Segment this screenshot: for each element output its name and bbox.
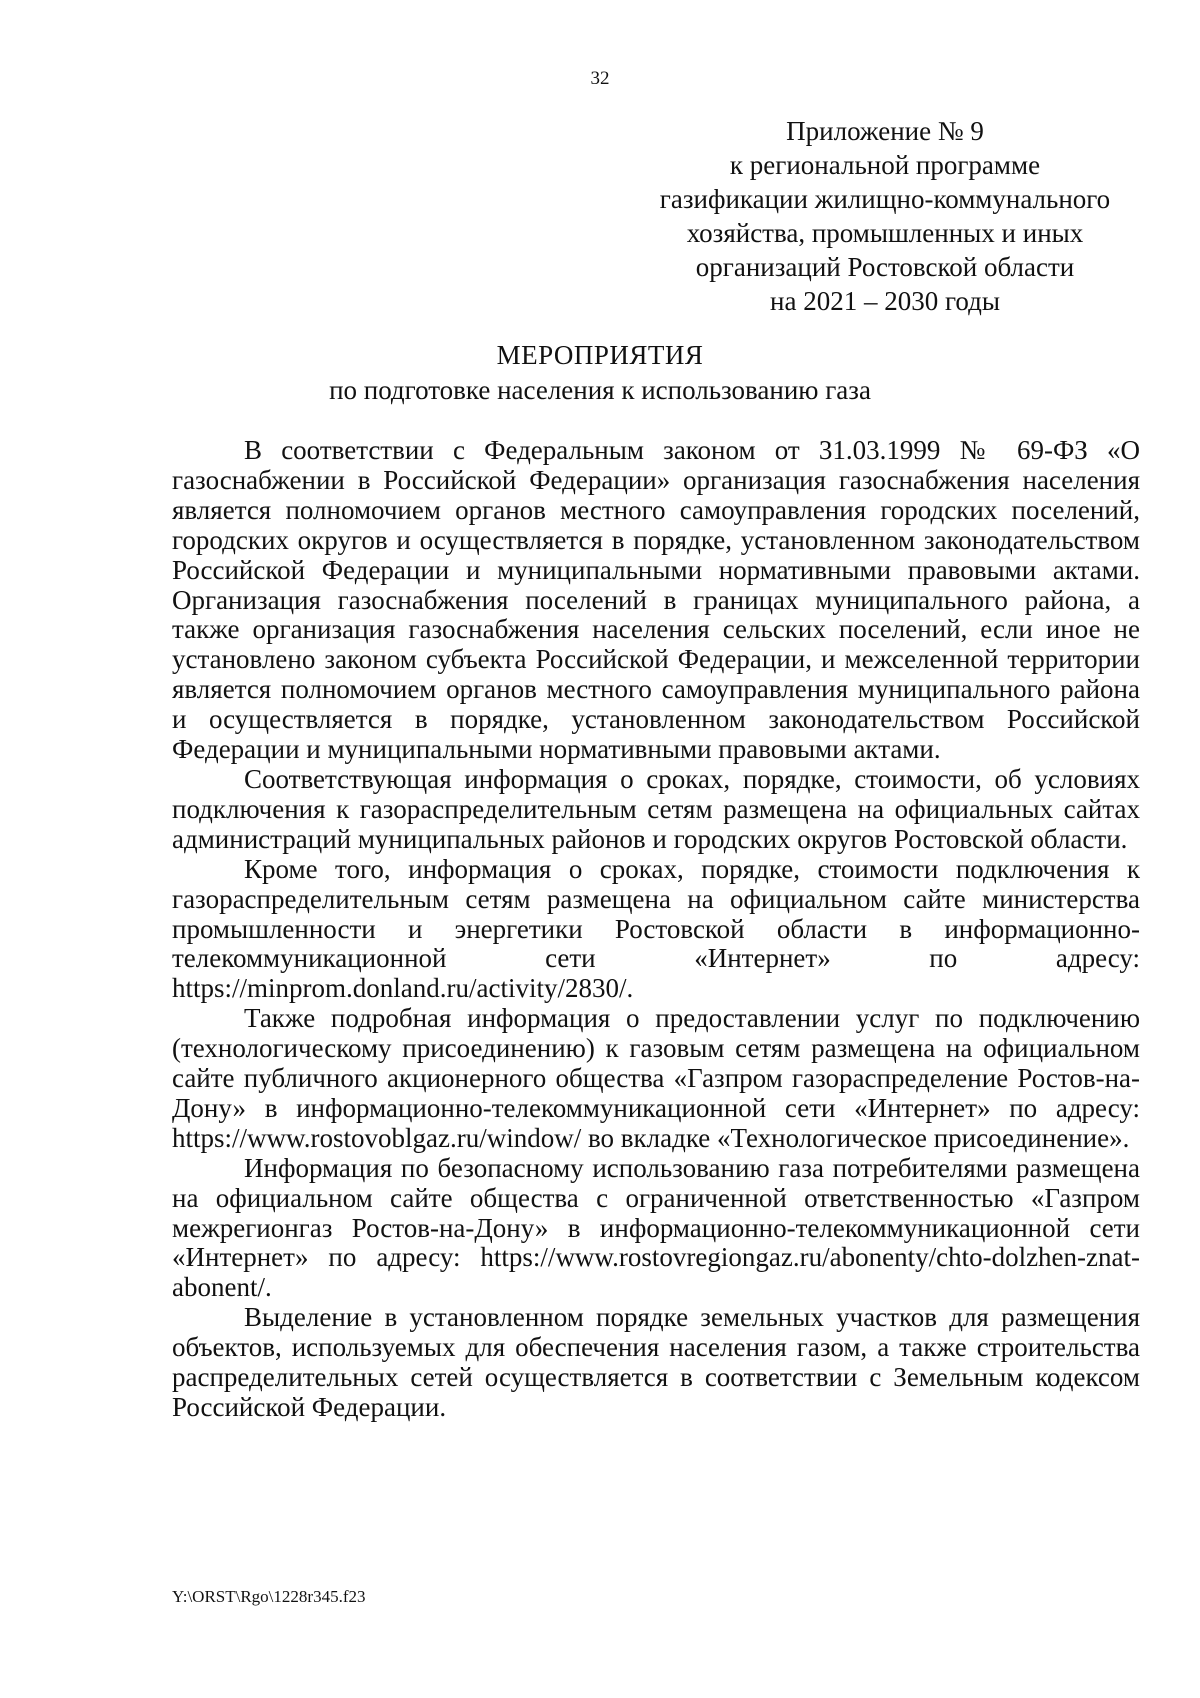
appendix-line: на 2021 – 2030 годы [770, 286, 1000, 316]
document-subtitle: по подготовке населения к использованию газа [329, 375, 871, 405]
document-title: МЕРОПРИЯТИЯ [496, 340, 704, 370]
paragraph: Также подробная информация о предоставлении услуг по подключению (технологическому присоединению) к газовым сетям размещена на официальном сайте публичного акционерного общества «Газпром газораспределение Ростов-на-Дону» в информационно-телекоммуникационной сети «Интернет» по адресу: https://www.rostovoblgaz.ru/window/ во вкладке «Технологическое присоединение». [172, 1003, 1140, 1153]
paragraph: Соответствующая информация о сроках, порядке, стоимости, об условиях подключения к газораспределительным сетям размещена на официальных сайтах администраций муниципальных районов и городских округов Ростовской области. [172, 763, 1140, 854]
file-path-footer: Y:\ORST\Rgo\1228r345.f23 [172, 1587, 366, 1606]
paragraph: В соответствии с Федеральным законом от 31.03.1999 № 69-ФЗ «О газоснабжении в Российской Федерации» организация газоснабжения населения является полномочием органов местного самоуправления городских поселений, городских округов и осуществляется в порядке, установленном законодательством Российской Федерации и муниципальными нормативными правовыми актами. Организация газоснабжения поселений в границах муниципального района, а также организация газоснабжения населения сельских поселений, если иное не установлено законом субъекта Российской Федерации, и межселенной территории является полномочием органов местного самоуправления муниципального района и осуществляется в порядке, установленном законодательством Российской Федерации и муниципальными нормативными правовыми актами. [172, 435, 1140, 765]
appendix-line: хозяйства, промышленных и иных [686, 218, 1084, 248]
paragraph: Выделение в установленном порядке земельных участков для размещения объектов, используемых для обеспечения населения газом, а также строительства распределительных сетей осуществляется в соответствии с Земельным кодексом Российской Федерации. [172, 1302, 1140, 1422]
appendix-line: газификации жилищно-коммунального [659, 184, 1111, 214]
appendix-header [640, 114, 1130, 318]
appendix-line: Приложение № 9 [786, 116, 984, 146]
document-body [172, 436, 1140, 1423]
paragraph: Информация по безопасному использованию газа потребителями размещена на официальном сайте общества с ограниченной ответственностью «Газпром межрегионгаз Ростов-на-Дону» в информационно-телекоммуникационной сети «Интернет» по адресу: https://www.rostovregiongaz.ru/abonenty/chto-dolzhen-znat-abonent/. [172, 1152, 1140, 1303]
paragraph: Кроме того, информация о сроках, порядке, стоимости подключения к газораспределительным сетям размещена на официальном сайте министерства промышленности и энергетики Ростовской области в информационно-телекоммуникационной сети «Интернет» по адресу: https://minprom.donland.ru/activity/2830/. [172, 853, 1140, 1004]
appendix-line: организаций Ростовской области [695, 252, 1075, 282]
appendix-line: к региональной программе [729, 150, 1041, 180]
page-number: 32 [590, 68, 610, 89]
